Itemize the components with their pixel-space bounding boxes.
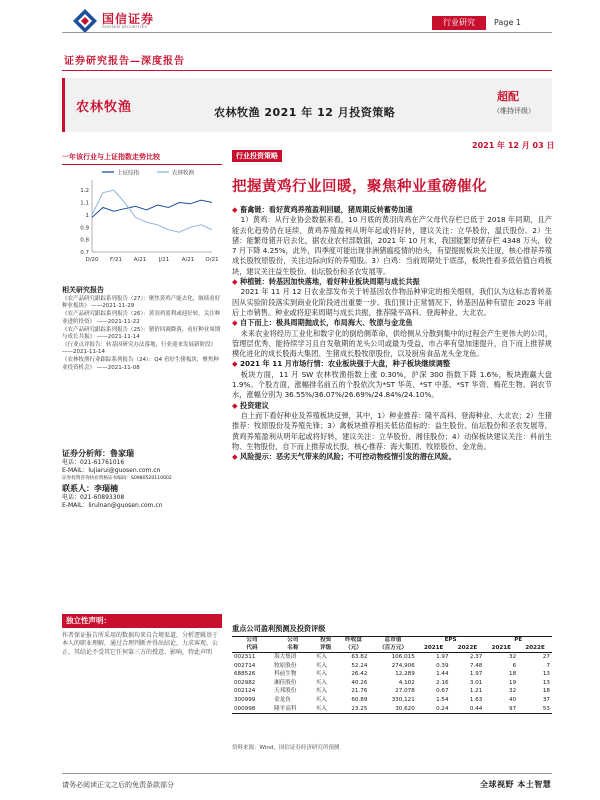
analyst-email[interactable]: E-MAIL：lujiarui@guosen.com.cn (62, 467, 161, 474)
series-line-上证综指 (92, 200, 212, 217)
related-reports-title: 相关研究报告 (62, 286, 104, 294)
x-tick-label: F/21 (109, 257, 123, 263)
footer-divider (62, 773, 552, 774)
table-cell: 2.16 (436, 679, 449, 686)
y-tick-label: 0.7 (80, 250, 89, 256)
table-cell: 274,906 (391, 662, 415, 669)
table-cell: 1.63 (469, 696, 483, 703)
table-cell: 002982 (234, 679, 256, 686)
table-cell: 1.97 (469, 671, 483, 678)
page-number: Page 1 (494, 18, 521, 27)
related-report-item[interactable]: 《农产品研究跟踪系列报告（26）：黄羽鸡盈利或迎好转，关注种业进阶投资》 ——2021-11-22 (62, 311, 221, 325)
table-row (232, 653, 552, 662)
table-cell: 1.54 (436, 696, 449, 703)
section-heading: ◆ 投资建议 (232, 401, 552, 411)
column-header: 昨收盘 (345, 637, 362, 643)
table-cell: 37 (542, 696, 550, 703)
rating-value: 超配 (497, 90, 519, 103)
report-date: 2021 年 12 月 03 日 (472, 141, 555, 150)
contact-role-label: 联系人： (62, 484, 94, 493)
table-cell: 海大集团 (274, 654, 297, 660)
column-header: 公司 (246, 637, 258, 643)
table-cell: 32 (509, 688, 517, 695)
table-cell: 19 (509, 679, 517, 686)
table-cell: 1.97 (436, 654, 449, 660)
table-cell: 002311 (234, 654, 256, 660)
table-row (232, 662, 552, 671)
analyst-block (62, 450, 222, 510)
related-report-item[interactable]: 《行业点评报告：转基因研究办法落地，行业迎来发展新阶段》 ——2021-11-14 (62, 341, 217, 356)
table-cell: 13 (542, 671, 550, 678)
table-cell: 330,121 (391, 696, 415, 703)
contact-email[interactable]: E-MAIL：lirulnan@guosen.com.cn (62, 502, 163, 509)
y-tick-label: 0.8 (80, 237, 89, 244)
company-logo-text: 国信证券 (102, 12, 155, 26)
column-header: （元） (345, 644, 362, 651)
table-cell: 23.25 (351, 705, 368, 712)
table-row (232, 670, 552, 679)
body-paragraph: 2021 年 11 月 12 日农业部发布关于转基因农作物品种审定的相关细则，我们认为这标志着转基因从实验阶段落实到商业化阶段进出重要一步。我们预计正常情况下，转基因品种有望在 2023 年前后上市销售。种业或将迎来周期与成长共振，推荐隆平高科、登海种业、大北农。 (232, 287, 552, 317)
company-logo-icon (72, 8, 98, 34)
table-cell: 买入 (315, 679, 327, 686)
x-tick-label: D/20 (85, 257, 99, 263)
column-header: EPS (444, 637, 457, 643)
series-line-农林牧渔 (92, 190, 212, 232)
related-report-item[interactable]: 《农产品研究跟踪系列报告（27）：聚焦黄鸡产能去化，继续看好种业板块》 ——2021-11-29 (62, 296, 221, 310)
y-tick-label: 1.2 (80, 188, 89, 195)
report-title: 农林牧渔 2021 年 12 月投资策略 (214, 106, 396, 119)
column-header: 投资 (320, 637, 332, 643)
chart-title: 一年该行业与上证指数走势比较 (62, 152, 222, 165)
column-header: 2022E (457, 644, 478, 651)
risk-warning: ◆ 风险提示：恶劣天气带来的风险；不可控动物疫情引发的潜在风险。 (232, 452, 552, 462)
column-header: （百万元） (379, 644, 408, 651)
industry-name: 农林牧渔 (76, 100, 133, 115)
body-paragraph: 自上而下看好种业及养殖板块反弹，其中，1）种业推荐：隆平高科、登海种业、大北农；2）生猪推荐：牧原股份及养殖先锋；3）禽板块推荐相关低估值标的：益生股份、仙坛股份和圣农发展等，黄鸡养殖盈利从明年起或将好转，建议关注：立华股份、湘佳股份；4）动保板块建议关注：科前生物、生物股份，自下而上推荐成长股、核心推荐：海大集团、牧原股份、金龙鱼。 (232, 410, 552, 451)
table-row (232, 705, 552, 714)
table-cell: 30,620 (395, 705, 415, 712)
table-cell: 买入 (315, 696, 327, 703)
header-divider (62, 32, 552, 33)
table-cell: 32 (509, 654, 517, 660)
table-cell: 21.76 (351, 688, 368, 695)
table-cell: 60.89 (351, 696, 368, 703)
table-cell: 27,078 (395, 688, 415, 695)
table-cell: 52.24 (351, 662, 368, 669)
column-header: 2021E (491, 644, 511, 651)
table-header-row (232, 637, 552, 645)
table-source-note: 资料来源：Wind，国信证券经济研究所预测 (232, 745, 340, 751)
table-cell: 300999 (234, 696, 256, 703)
column-header: 名称 (287, 644, 299, 651)
table-row (232, 679, 552, 688)
table-cell: 0.44 (469, 705, 483, 712)
body-paragraph: 未来农业将经历工业化和数字化的倒给侧革命，供给侧从分散到集中的过程会产生更伟大的公司，管理层优秀、能持续学习且自发敬期的龙头公司或最为受益，市占率有望加速提升，自下而上推荐规模化进化的成长股海大集团、生猪成长股牧原股份，以及厨房食品龙头金龙鱼。 (232, 328, 552, 359)
table-cell: 买入 (315, 662, 327, 669)
analyst-role-label: 证券分析师： (62, 449, 110, 458)
table-cell: 27 (542, 654, 550, 660)
contact-phone: 电话：021-60893308 (62, 494, 125, 501)
earnings-forecast-table (232, 636, 552, 714)
table-cell: 40.26 (351, 679, 368, 686)
table-title: 重点公司盈利预测及投资评级 (232, 624, 326, 633)
independence-statement-header: 独立性声明： (62, 614, 222, 628)
table-cell: 买入 (315, 671, 327, 678)
analyst-phone: 电话：021-61761016 (62, 459, 125, 466)
table-cell: 97 (509, 705, 517, 712)
table-cell: 26.42 (351, 671, 368, 678)
section-heading: ◆ 畜禽链：看好黄鸡养殖盈利回暖，猪周期反转蓄势加速 (232, 205, 552, 215)
table-cell: 隆平高科 (274, 705, 297, 712)
table-cell: 0.39 (436, 662, 449, 669)
legend-label: 上证综指 (117, 170, 140, 177)
table-cell: 湘佳股份 (274, 679, 297, 686)
table-cell: 18 (509, 671, 517, 678)
x-tick-label: J/21 (158, 257, 170, 263)
x-tick-label: A/21 (181, 257, 195, 263)
table-cell: 7 (546, 662, 550, 669)
related-report-item[interactable]: 《农林牧渔行业跟踪系列报告（24）：Q4 看好生猪板块，聚焦种业投资机会》 ——2021-11-08 (62, 357, 219, 371)
table-cell: 688526 (234, 671, 256, 678)
table-cell: 106,015 (391, 654, 415, 660)
table-cell: 天邦股份 (274, 688, 297, 695)
table-cell: 18 (542, 688, 550, 695)
x-tick-label: O/21 (205, 257, 219, 263)
related-reports-list (62, 296, 222, 373)
column-header: 总市值 (384, 637, 402, 643)
main-body (232, 205, 552, 462)
table-cell: 0.67 (436, 688, 449, 695)
table-cell: 2.37 (469, 654, 483, 660)
table-cell: 科前生物 (274, 671, 297, 678)
y-tick-label: 0.9 (80, 225, 89, 232)
footer-disclaimer-note: 请务必阅读正文之后的免责条款部分 (62, 781, 174, 789)
y-tick-label: 1 (85, 212, 89, 219)
rating-note: （维持评级） (493, 107, 535, 115)
table-cell: 13 (542, 679, 550, 686)
table-cell: 002124 (234, 688, 256, 695)
table-row (232, 696, 552, 705)
table-cell: 4,102 (398, 679, 415, 686)
section-heading: ◆ 自下而上：极具周期抛成长，布局海大、牧原与金龙鱼 (232, 318, 552, 328)
table-cell: 1.21 (469, 688, 483, 695)
trend-line-chart (62, 164, 222, 268)
related-report-item[interactable]: 《农产品研究跟踪系列报告（25）：猪价回调降落，看好种业周期与成长共振》 ——2021-11-14 (62, 326, 221, 341)
analyst-name: 鲁家瑞 (110, 449, 134, 458)
x-tick-label: A/21 (133, 257, 147, 263)
table-cell: 买入 (315, 705, 327, 712)
chart-plot-area (80, 180, 218, 263)
table-cell: 53 (542, 705, 550, 712)
body-paragraph: 板块方面，11 月 SW 农林牧渔指数上涨 0.30%，沪深 300 指数下降 1.6%，板块跑赢大盘 1.9%。个股方面，涨幅排名前五的个股依次为*ST 华英、*ST 中基、*ST 华资、梅花生物、润农节水，涨幅分别为 36.55%/36.07%/26.69%/24.84%/24.10%。 (232, 369, 552, 400)
table-cell: 40 (509, 696, 517, 703)
column-header: 公司 (287, 637, 299, 643)
section-heading: ◆ 2021 年 11 月市场行情：农业板块强于大盘，种子板块继续调整 (232, 359, 552, 369)
section-tag: 行业投资策略 (232, 150, 282, 162)
contact-name: 李瑞楠 (94, 484, 118, 493)
column-header: 代码 (246, 644, 258, 651)
table-row (232, 687, 552, 696)
column-header: 2022E (525, 644, 545, 651)
legend-label: 农林牧渔 (172, 170, 195, 177)
table-cell: 买入 (315, 654, 327, 660)
table-cell: 3.01 (469, 679, 483, 686)
table-cell: 买入 (315, 688, 327, 695)
chart-legend (102, 169, 195, 177)
column-header: 评级 (320, 644, 332, 651)
table-cell: 金龙鱼 (274, 696, 291, 703)
column-header: 2021E (423, 644, 444, 651)
table-cell: 002714 (234, 662, 256, 669)
table-cell: 0.24 (436, 705, 449, 712)
table-cell: 63.82 (351, 654, 368, 660)
body-paragraph: 1）黄鸡：从行业协会数据来看，10 月底的黄羽肉鸡在产父母代存栏已低于 2018 年同期，且产能去化趋势仍在延续，黄鸡养殖盈利从明年起或将好转，建议关注：立华股份，温氏股份。2）生猪：能繁母猪开启去化，据农业农村部数据，2021 年 10 月末，我国能繁母猪存栏 4348 万头，较 7 月下降 4.25%，此外，四季度可能出现非洲猪瘟疫情的抬头，有望提振板块关注度，核心推荐养殖成长股牧原股份，关注边际向好的养殖股。3）白鸡：当前周期处于底部，板块性看多低估值白鸡板块，建议关注益生股份、仙坛股份和圣农发展等。 (232, 215, 552, 276)
independence-statement-body: 作者保证报告所采用的数据均来自合规渠道，分析逻辑基于本人的职业理解，通过合理判断并得出结论，力求客观、公正，其结论不受其它任何第三方的授意、影响，特此声明 (62, 632, 219, 656)
company-logo-subtext: GUOSEN SECURITIES (102, 25, 148, 29)
column-header: PE (514, 637, 523, 643)
y-tick-label: 1.1 (80, 200, 89, 207)
table-body (232, 653, 552, 714)
report-headline: 把握黄鸡行业回暖，聚焦种业重磅催化 (232, 179, 487, 195)
band-divider (62, 70, 552, 71)
report-category-tag: 行业研究 (432, 16, 486, 30)
footer-slogan: 全球视野 本土智慧 (480, 780, 552, 789)
table-cell: 牧原股份 (274, 662, 297, 669)
table-cell: 7.48 (469, 662, 483, 669)
table-cell: 1.44 (436, 671, 449, 678)
table-cell: 12,289 (395, 671, 415, 678)
table-cell: 6 (512, 662, 517, 669)
analyst-certificate: 证券投资咨询执业资格证书编码：S0980520110002 (62, 476, 172, 481)
report-type-title: 证券研究报告—深度报告 (64, 56, 185, 67)
table-cell: 000998 (234, 705, 256, 712)
section-heading: ◆ 种植链：转基因加快落地，看好种业板块周期与成长共振 (232, 277, 552, 287)
table-header-row (232, 645, 552, 653)
